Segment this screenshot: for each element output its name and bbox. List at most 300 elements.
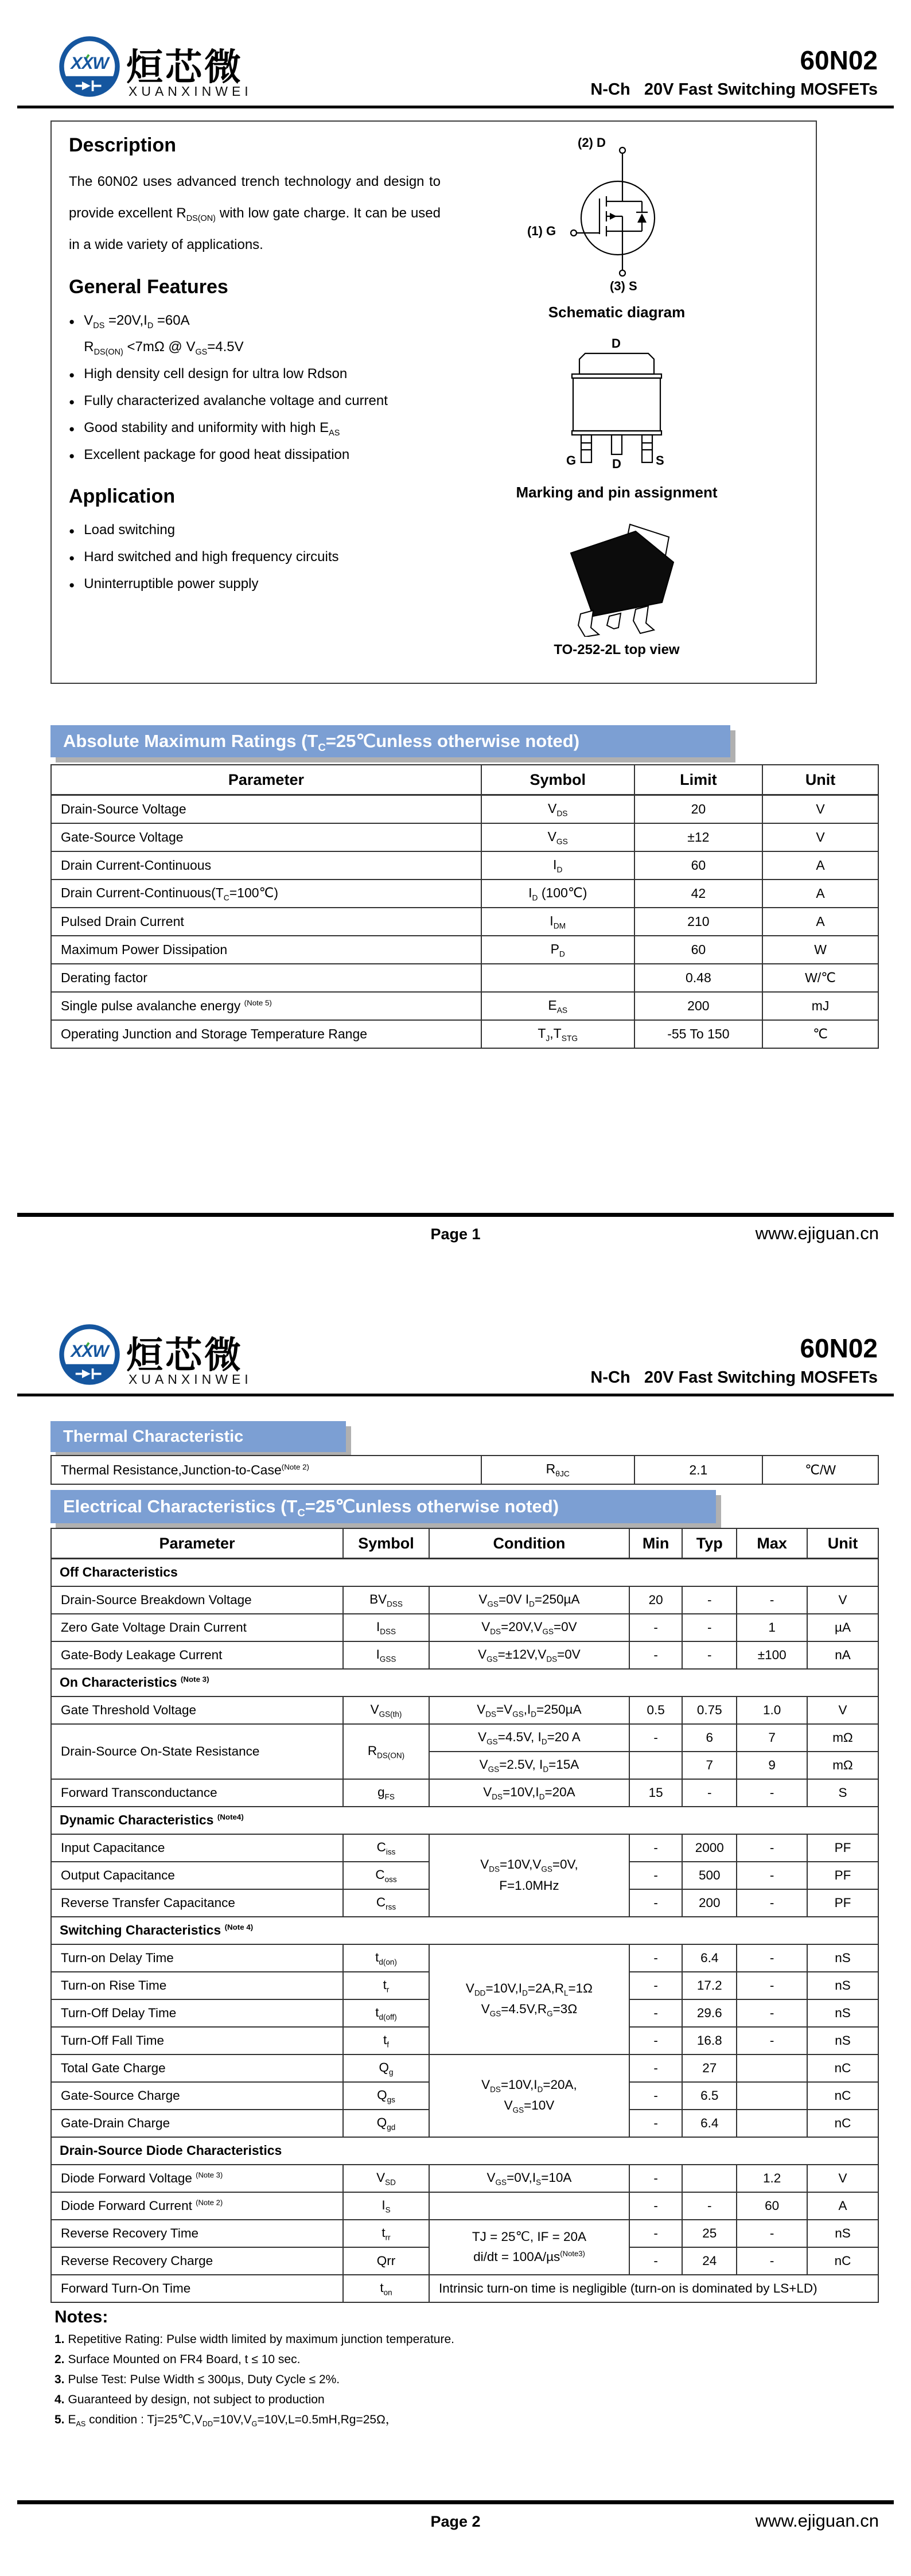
cell: $Q_{gd}$ [343,2110,429,2137]
cell: 1.0 [737,1696,807,1724]
cell: Turn-on Delay Time [51,1944,343,1972]
brand-name-english: XUANXINWEI [129,84,252,99]
cell: - [629,2192,682,2220]
part-subtitle: N-Ch 20V Fast Switching MOSFETs [590,1368,878,1387]
cell: - [629,1614,682,1641]
table-row [51,1641,878,1669]
cell: Zero Gate Voltage Drain Current [51,1614,343,1641]
cell: 17.2 [682,1972,737,1999]
table-row [51,851,878,880]
cell: Drain-Source Breakdown Voltage [51,1586,343,1614]
list-item [69,415,441,442]
cell: 7 [682,1752,737,1779]
cell: $R_{\theta JC}$ [481,1456,634,1484]
bullet-icon: ● [69,526,75,537]
cell: µA [807,1614,878,1641]
cell: Turn-on Rise Time [51,1972,343,1999]
cell: - [629,1641,682,1669]
cell [682,2165,737,2192]
cell: V [807,1696,878,1724]
header-row [51,1528,878,1559]
cell: Reverse Recovery Charge [51,2247,343,2275]
cell: TJ = 25℃, IF = 20A di/dt = 100A/µs$^{(Note3)}$ [429,2220,629,2275]
outline-lead-gate-label: G [566,453,577,468]
cell: Qrr [343,2247,429,2275]
part-number: 60N02 [800,45,878,75]
cell [429,2192,629,2220]
cell: - [629,1999,682,2027]
cell: $t_f$ [343,2027,429,2054]
section-row [51,1559,878,1587]
list-item [69,517,441,544]
company-logo [57,1322,122,1387]
part-number: 60N02 [800,1333,878,1363]
cell [481,964,634,992]
cell: V [807,2165,878,2192]
cell: Pulsed Drain Current [51,908,481,936]
cell: Forward Turn-On Time [51,2275,343,2302]
schematic-caption: Schematic diagram [548,303,686,321]
cell: - [737,1944,807,1972]
cell: nS [807,1944,878,1972]
note-item: 3. Pulse Test: Pulse Width ≤ 300µs, Duty Cycle ≤ 2%. [54,2372,340,2386]
cell: mΩ [807,1724,878,1752]
column-header: Symbol [481,765,634,795]
page2-number: Page 2 [430,2513,481,2530]
bullet-icon: ● [69,423,75,434]
package-3d-view [545,515,688,637]
section-row [51,2137,878,2165]
cell: - [737,2220,807,2247]
features-list [69,308,441,469]
cell: - [629,2027,682,2054]
cell: nS [807,1972,878,1999]
cell: 210 [634,908,763,936]
cell: $V_{DS}=10V,V_{GS}=0V$, F=1.0MHz [429,1834,629,1917]
outline-lead-source-label: S [656,453,664,468]
cell: - [629,1862,682,1889]
list-item-text: $R_{DS(ON)} <7m\Omega$ @ $V_{GS}=4.5V$ [84,339,244,357]
column-header: Min [629,1528,682,1559]
page1-content-box [50,120,817,684]
list-item-text: Fully characterized avalanche voltage and current [84,392,388,408]
cell [737,2082,807,2110]
table-row [51,908,878,936]
cell: 500 [682,1862,737,1889]
bullet-icon: ● [69,552,75,564]
cell: - [737,1999,807,2027]
page2-header [0,1288,911,1403]
cell: V [762,795,878,824]
cell: - [629,1944,682,1972]
cell: $V_{DS}=10V,I_D=20A$, $V_{GS}=10V$ [429,2054,629,2137]
list-item-text: $V_{DS} =20V,I_D =60A$ [84,312,190,330]
cell: $I_D$ (100℃) [481,880,634,908]
header-rule [17,1394,894,1396]
page1-number: Page 1 [430,1225,481,1243]
cell: $I_S$ [343,2192,429,2220]
header-row [51,765,878,795]
thermal-title: Thermal Characteristic [63,1427,244,1446]
cell: $V_{GS}$ [481,823,634,851]
cell: $I_D$ [481,851,634,880]
column-header: Condition [429,1528,629,1559]
cell: Drain Current-$Continuous(T_C=100℃)$ [51,880,481,908]
cell: - [737,1862,807,1889]
cell [737,2054,807,2082]
cell: - [629,2082,682,2110]
table-row [51,1456,878,1484]
cell: 200 [682,1889,737,1917]
cell: A [762,851,878,880]
table-row [51,1586,878,1614]
column-header: Symbol [343,1528,429,1559]
cell: - [682,1614,737,1641]
section-title: On Characteristics $^{(Note 3)}$ [51,1669,878,1696]
list-item [69,308,441,334]
outline-tab-drain-label: D [612,336,621,351]
list-item-text: Excellent package for good heat dissipation [84,446,350,462]
cell: Gate-Source Charge [51,2082,343,2110]
cell: $t_{d(off)}$ [343,1999,429,2027]
cell: - [682,2192,737,2220]
cell: ±100 [737,1641,807,1669]
table-row [51,1020,878,1048]
cell: 29.6 [682,1999,737,2027]
brand-name-chinese: 烜芯微 [126,46,243,88]
cell: - [682,1641,737,1669]
cell: Operating Junction and Storage Temperature Range [51,1020,481,1048]
bullet-icon: ● [69,369,75,381]
cell: nS [807,2220,878,2247]
cell: ±12 [634,823,763,851]
header-rule [17,106,894,108]
cell: Gate-Body Leakage Current [51,1641,343,1669]
column-header: Max [737,1528,807,1559]
cell: Drain-Source On-State Resistance [51,1724,343,1779]
figures-column [479,122,754,658]
cell: $t_{on}$ [343,2275,429,2302]
cell: $V_{GS}=2.5V$, $I_D=15A$ [429,1752,629,1779]
column-header: Parameter [51,1528,343,1559]
electrical-banner [50,1490,716,1523]
cell: $C_{oss}$ [343,1862,429,1889]
cell: - [737,1972,807,1999]
abs-max-banner [50,725,730,757]
list-item-text: Uninterruptible power supply [84,575,259,592]
table-row [51,795,878,824]
table-row [51,936,878,964]
cell: mJ [762,992,878,1020]
cell: $C_{rss}$ [343,1889,429,1917]
cell: - [629,1834,682,1862]
table-row [51,1724,878,1752]
cell: - [737,1834,807,1862]
cell: Thermal Resistance,Junction-to-Case$^{(Note 2)}$ [51,1456,481,1484]
logo-monogram: XXW [71,1342,108,1361]
mosfet-symbol-icon [519,132,714,298]
cell: $V_{DS}=V_{GS},I_D=250\mu A$ [429,1696,629,1724]
bullet-icon: ● [69,450,75,461]
cell: $Q_{gs}$ [343,2082,429,2110]
cell: $t_{d(on)}$ [343,1944,429,1972]
cell: 6.4 [682,1944,737,1972]
notes-list [54,2332,454,2433]
cell: Output Capacitance [51,1862,343,1889]
cell: ℃/W [762,1456,878,1484]
cell: - [629,1724,682,1752]
cell: 60 [634,936,763,964]
cell: nC [807,2110,878,2137]
note-item: 1. Repetitive Rating: Pulse width limited by maximum junction temperature. [54,2333,454,2346]
cell: W/℃ [762,964,878,992]
cell: Intrinsic turn-on time is negligible (turn-on is dominated by LS+LD) [429,2275,878,2302]
cell: 27 [682,2054,737,2082]
schematic-pin-source-label: (3) S [610,279,637,293]
column-header: Unit [807,1528,878,1559]
cell: V [807,1586,878,1614]
cell: - [682,1586,737,1614]
list-item-text: Hard switched and high frequency circuits [84,549,339,565]
list-item-text: Load switching [84,522,176,538]
cell: - [629,2220,682,2247]
cell: $V_{DS}$ [481,795,634,824]
cell: 7 [737,1724,807,1752]
table-row [51,2275,878,2302]
cell: nC [807,2247,878,2275]
cell: Turn-Off Fall Time [51,2027,343,2054]
section-row [51,1917,878,1944]
cell: $V_{SD}$ [343,2165,429,2192]
cell: 200 [634,992,763,1020]
cell: PF [807,1834,878,1862]
bullet-icon: ● [69,579,75,590]
cell: S [807,1779,878,1807]
brand-name-chinese: 烜芯微 [126,1334,243,1376]
table-row [51,1779,878,1807]
cell: 6 [682,1724,737,1752]
cell: $V_{DD}=10V,I_D=2A,R_L=1\Omega$ $V_{GS}=4.5V,R_G=3\Omega$ [429,1944,629,2054]
cell: Turn-Off Delay Time [51,1999,343,2027]
table-row [51,2054,878,2082]
table-row [51,823,878,851]
list-item [69,544,441,571]
cell: A [762,880,878,908]
cell: 6.4 [682,2110,737,2137]
column-header: Unit [762,765,878,795]
cell: $V_{GS}=4.5V$, $I_D=20$ A [429,1724,629,1752]
cell: Single pulse avalanche energy $^{(Note 5)}$ [51,992,481,1020]
cell: $V_{GS}=0V$ $I_D=250\mu A$ [429,1586,629,1614]
table-row [51,1696,878,1724]
cell: 20 [629,1586,682,1614]
bullet-icon: ● [69,396,75,407]
cell: 1 [737,1614,807,1641]
cell: 0.5 [629,1696,682,1724]
list-item [69,334,441,361]
cell: $C_{iss}$ [343,1834,429,1862]
thermal-banner [50,1421,346,1452]
cell: $V_{GS}=0V,I_S=10A$ [429,2165,629,2192]
section-title: Off Characteristics [51,1559,878,1587]
table-row [51,964,878,992]
cell: Total Gate Charge [51,2054,343,2082]
cell: $g_{FS}$ [343,1779,429,1807]
cell: $V_{GS(th)}$ [343,1696,429,1724]
column-header: Typ [682,1528,737,1559]
table-row [51,1614,878,1641]
cell: Gate-Source Voltage [51,823,481,851]
cell: A [762,908,878,936]
cell: 15 [629,1779,682,1807]
cell: Reverse Transfer Capacitance [51,1889,343,1917]
section-title: Drain-Source Diode Characteristics [51,2137,878,2165]
cell: - [737,2247,807,2275]
applications-list [69,517,441,597]
cell: $Q_g$ [343,2054,429,2082]
list-item [69,361,441,388]
marking-caption: Marking and pin assignment [516,484,718,501]
cell: - [629,2054,682,2082]
table-row [51,880,878,908]
part-subtitle: N-Ch 20V Fast Switching MOSFETs [590,80,878,99]
table-row [51,1834,878,1862]
cell: $T_J,T_{STG}$ [481,1020,634,1048]
cell: $t_{rr}$ [343,2220,429,2247]
list-item-text: High density cell design for ultra low Rdson [84,366,348,382]
cell: mΩ [807,1752,878,1779]
page2-website-link[interactable]: www.ejiguan.cn [755,2511,879,2531]
cell: ℃ [762,1020,878,1048]
table-row [51,2192,878,2220]
description-column [69,134,441,615]
list-item-text: Good stability and uniformity with high $E_{AS}$ [84,419,340,438]
cell: 6.5 [682,2082,737,2110]
cell: - [737,1779,807,1807]
cell: 1.2 [737,2165,807,2192]
cell: 9 [737,1752,807,1779]
schematic-pin-gate-label: (1) G [527,224,556,238]
list-item [69,571,441,598]
application-title: Application [69,485,176,508]
cell: Diode Forward Current $^{(Note 2)}$ [51,2192,343,2220]
cell: 60 [634,851,763,880]
package-view-caption: TO-252-2L top view [554,642,680,657]
cell: -55 To 150 [634,1020,763,1048]
description-title: Description [69,134,177,156]
page1-website-link[interactable]: www.ejiguan.cn [755,1223,879,1243]
package-outline-drawing [536,336,697,478]
cell [737,2110,807,2137]
cell: Derating factor [51,964,481,992]
list-item [69,388,441,415]
section-title: Switching Characteristics $^{(Note 4)}$ [51,1917,878,1944]
cell: $BV_{DSS}$ [343,1586,429,1614]
table-row [51,1944,878,1972]
cell: Diode Forward Voltage $^{(Note 3)}$ [51,2165,343,2192]
brand-name-english: XUANXINWEI [129,1372,252,1387]
cell: $V_{DS}=20V,V_{GS}=0V$ [429,1614,629,1641]
table-row [51,2220,878,2247]
schematic-pin-drain-label: (2) D [578,135,606,150]
description-text: The 60N02 uses advanced trench technology and design to provide excellent $R_{DS(ON)}$ with low gate charge. It can be used in a wide variety of applications. [69,174,441,253]
cell: - [629,2110,682,2137]
note-item: 5. $E_{AS}$ condition : $Tj=25℃,V_{DD}=10V,V_G=10V,L=0.5mH,Rg=25\Omega$， [54,2412,398,2429]
cell: $I_{DSS}$ [343,1614,429,1641]
features-title: General Features [69,275,228,298]
cell: - [629,1972,682,1999]
cell: V [762,823,878,851]
section-title: Dynamic Characteristics $^{(Note4)}$ [51,1807,878,1834]
cell: 60 [737,2192,807,2220]
cell: 16.8 [682,2027,737,2054]
cell: Reverse Recovery Time [51,2220,343,2247]
cell: 2.1 [634,1456,763,1484]
mosfet-schematic [519,132,714,298]
page1-footer-rule [17,1213,894,1217]
column-header: Parameter [51,765,481,795]
cell [629,1752,682,1779]
logo-monogram: XXW [71,54,108,73]
note-item: 2. Surface Mounted on FR4 Board, t ≤ 10 sec. [54,2352,301,2366]
cell: $V_{DS}=10V,I_D=20A$ [429,1779,629,1807]
list-item [69,442,441,469]
cell: $I_{GSS}$ [343,1641,429,1669]
cell: A [807,2192,878,2220]
cell: Maximum Power Dissipation [51,936,481,964]
cell: nS [807,1999,878,2027]
cell: nC [807,2082,878,2110]
cell: nC [807,2054,878,2082]
cell: nA [807,1641,878,1669]
cell: Drain Current-Continuous [51,851,481,880]
cell: - [629,1889,682,1917]
cell: $t_r$ [343,1972,429,1999]
cell: $P_D$ [481,936,634,964]
abs-max-title: Absolute Maximum Ratings ($T_C=25℃unless$ otherwise noted) [63,731,580,754]
section-row [51,1807,878,1834]
cell: 0.48 [634,964,763,992]
notes-title: Notes: [54,2307,108,2326]
cell: Gate Threshold Voltage [51,1696,343,1724]
cell: W [762,936,878,964]
cell: Drain-Source Voltage [51,795,481,824]
outline-lead-drain-label: D [612,457,621,471]
cell: 24 [682,2247,737,2275]
cell: nS [807,2027,878,2054]
cell: 20 [634,795,763,824]
cell: - [737,1889,807,1917]
thermal-characteristic-table [50,1455,879,1485]
page2-footer-rule [17,2500,894,2504]
absolute-maximum-ratings-table [50,764,879,1049]
cell: - [737,1586,807,1614]
package-3d-icon [545,515,688,637]
column-header: Limit [634,765,763,795]
section-row [51,1669,878,1696]
table-row [51,2165,878,2192]
cell: PF [807,1862,878,1889]
cell: 25 [682,2220,737,2247]
cell: 42 [634,880,763,908]
cell: 2000 [682,1834,737,1862]
table-row [51,992,878,1020]
electrical-title: Electrical Characteristics ($T_C=25℃unless$ otherwise noted) [63,1496,559,1519]
note-item: 4. Guaranteed by design, not subject to production [54,2392,325,2406]
bullet-icon: ● [69,316,75,327]
cell: - [629,2165,682,2192]
cell: $R_{DS(ON)}$ [343,1724,429,1779]
